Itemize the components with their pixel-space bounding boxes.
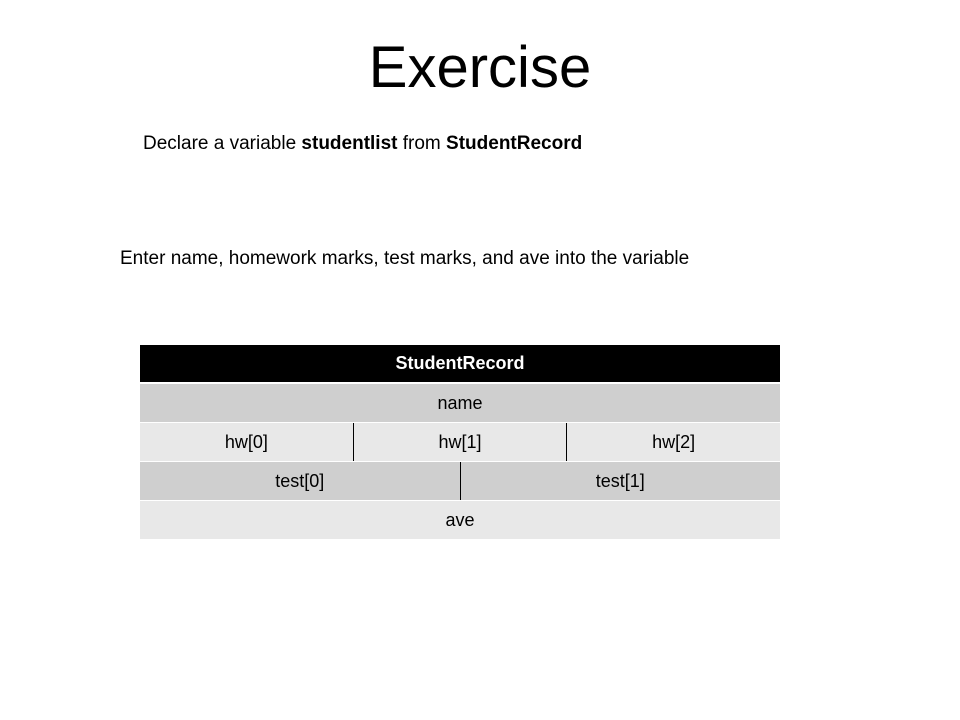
instruction-enter: Enter name, homework marks, test marks, and ave into the variable: [120, 248, 690, 269]
field-hw0-cell: hw[0]: [224, 431, 268, 452]
record-ave-row: [140, 501, 780, 540]
field-test0-cell: test[0]: [275, 470, 325, 491]
field-ave-cell: ave: [445, 509, 475, 530]
record-test-row: [140, 462, 780, 501]
record-name-row: [140, 384, 780, 423]
field-hw1-cell: hw[1]: [353, 423, 567, 461]
slide-title: Exercise: [368, 35, 592, 100]
field-name-cell: name: [437, 392, 483, 413]
instruction-text: Declare a variable: [143, 133, 302, 154]
instruction-text: from: [397, 133, 447, 154]
variable-name: studentlist: [301, 133, 398, 154]
record-header-row: [140, 345, 780, 384]
record-header-cell: StudentRecord: [395, 353, 525, 373]
field-test1-cell: test[1]: [460, 462, 781, 500]
type-name: StudentRecord: [446, 133, 583, 154]
student-record-table: [140, 345, 780, 540]
record-hw-row: [140, 423, 780, 462]
instruction-declare: [143, 130, 582, 158]
field-hw2-cell: hw[2]: [566, 423, 780, 461]
